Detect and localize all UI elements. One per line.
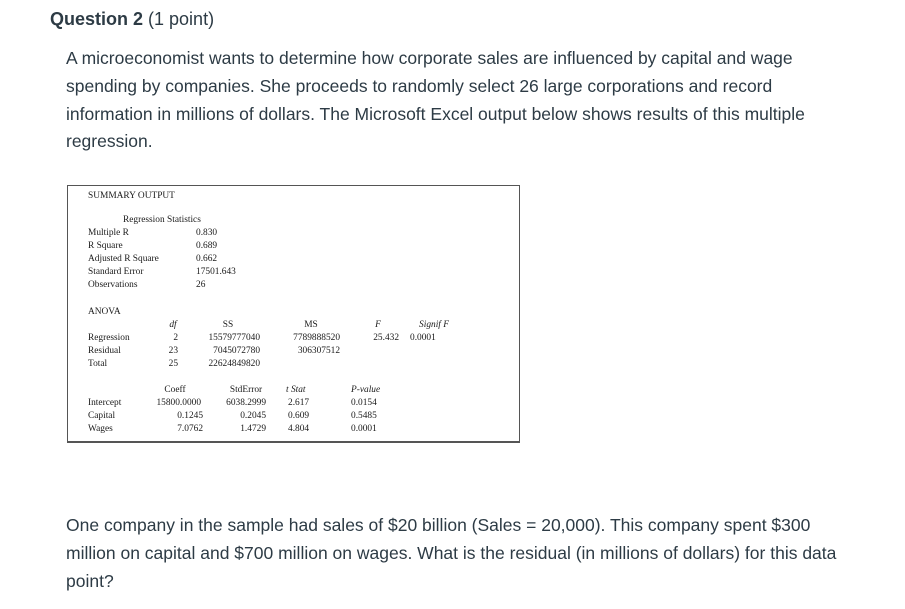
coef-value: 15800.0000 xyxy=(156,398,201,408)
anova-header-df: df xyxy=(169,320,177,330)
coef-pvalue: 0.0001 xyxy=(351,424,377,434)
question-title: Question 2 xyxy=(50,9,144,29)
reg-stat-value: 0.689 xyxy=(196,241,218,251)
coef-pvalue: 0.5485 xyxy=(351,411,377,421)
regression-statistics-title: Regression Statistics xyxy=(123,215,201,225)
anova-title: ANOVA xyxy=(88,307,121,317)
coef-stderr: 1.4729 xyxy=(240,424,266,434)
coef-header-coeff: Coeff xyxy=(164,385,186,395)
anova-row-label: Total xyxy=(88,359,108,369)
question-points: (1 point) xyxy=(148,9,215,29)
anova-header-ms: MS xyxy=(304,320,318,330)
anova-ms: 7789888520 xyxy=(293,333,340,343)
anova-df: 23 xyxy=(168,346,178,356)
reg-stat-label: Multiple R xyxy=(88,228,129,238)
excel-regression-output xyxy=(67,185,520,443)
reg-stat-label: Standard Error xyxy=(88,267,144,277)
coef-pvalue: 0.0154 xyxy=(351,398,377,408)
anova-header-f: F xyxy=(375,320,381,330)
anova-signif: 0.0001 xyxy=(410,333,436,343)
question-intro: A microeconomist wants to determine how corporate sales are influenced by capital and wage spending by companies. She proceeds to randomly select 26 large corporations and record information in millions of dollars. The Microsoft Excel output below shows results of this multiple regression. xyxy=(66,48,805,152)
anova-f: 25.432 xyxy=(373,333,399,343)
coef-row-label: Wages xyxy=(88,424,113,434)
summary-output-title: SUMMARY OUTPUT xyxy=(88,191,175,201)
reg-stat-value: 0.830 xyxy=(196,228,218,238)
reg-stat-value: 0.662 xyxy=(196,254,218,264)
question-prompt: One company in the sample had sales of $20 billion (Sales = 20,000). This company spent $300 million on capital and $700 million on wages. What is the residual (in millions of dollars) for this data point? xyxy=(66,515,837,591)
anova-row-label: Residual xyxy=(88,346,121,356)
coef-value: 7.0762 xyxy=(177,424,203,434)
anova-ss: 15579777040 xyxy=(208,333,260,343)
anova-ss: 22624849820 xyxy=(208,359,260,369)
coef-row-label: Capital xyxy=(88,411,116,421)
coef-tstat: 4.804 xyxy=(288,424,310,434)
reg-stat-label: Adjusted R Square xyxy=(88,254,159,264)
anova-header-signif: Signif F xyxy=(419,320,449,330)
question-header xyxy=(50,9,214,30)
anova-header-ss: SS xyxy=(222,320,234,330)
coef-header-pvalue: P-value xyxy=(351,385,381,395)
anova-df: 25 xyxy=(168,359,178,369)
anova-df: 2 xyxy=(173,333,178,343)
coef-row-label: Intercept xyxy=(88,398,122,408)
reg-stat-label: R Square xyxy=(88,241,123,251)
anova-row-label: Regression xyxy=(88,333,130,343)
reg-stat-value: 17501.643 xyxy=(196,267,236,277)
reg-stat-label: Observations xyxy=(88,280,138,290)
anova-ms: 306307512 xyxy=(297,346,340,356)
reg-stat-value: 26 xyxy=(196,280,206,290)
coef-stderr: 6038.2999 xyxy=(226,398,266,408)
coef-value: 0.1245 xyxy=(177,411,203,421)
coef-tstat: 2.617 xyxy=(288,398,310,408)
anova-ss: 7045072780 xyxy=(213,346,260,356)
coef-header-stderr: StdError xyxy=(229,385,263,395)
coef-header-tstat: t Stat xyxy=(286,385,306,395)
coef-stderr: 0.2045 xyxy=(240,411,266,421)
coef-tstat: 0.609 xyxy=(288,411,310,421)
